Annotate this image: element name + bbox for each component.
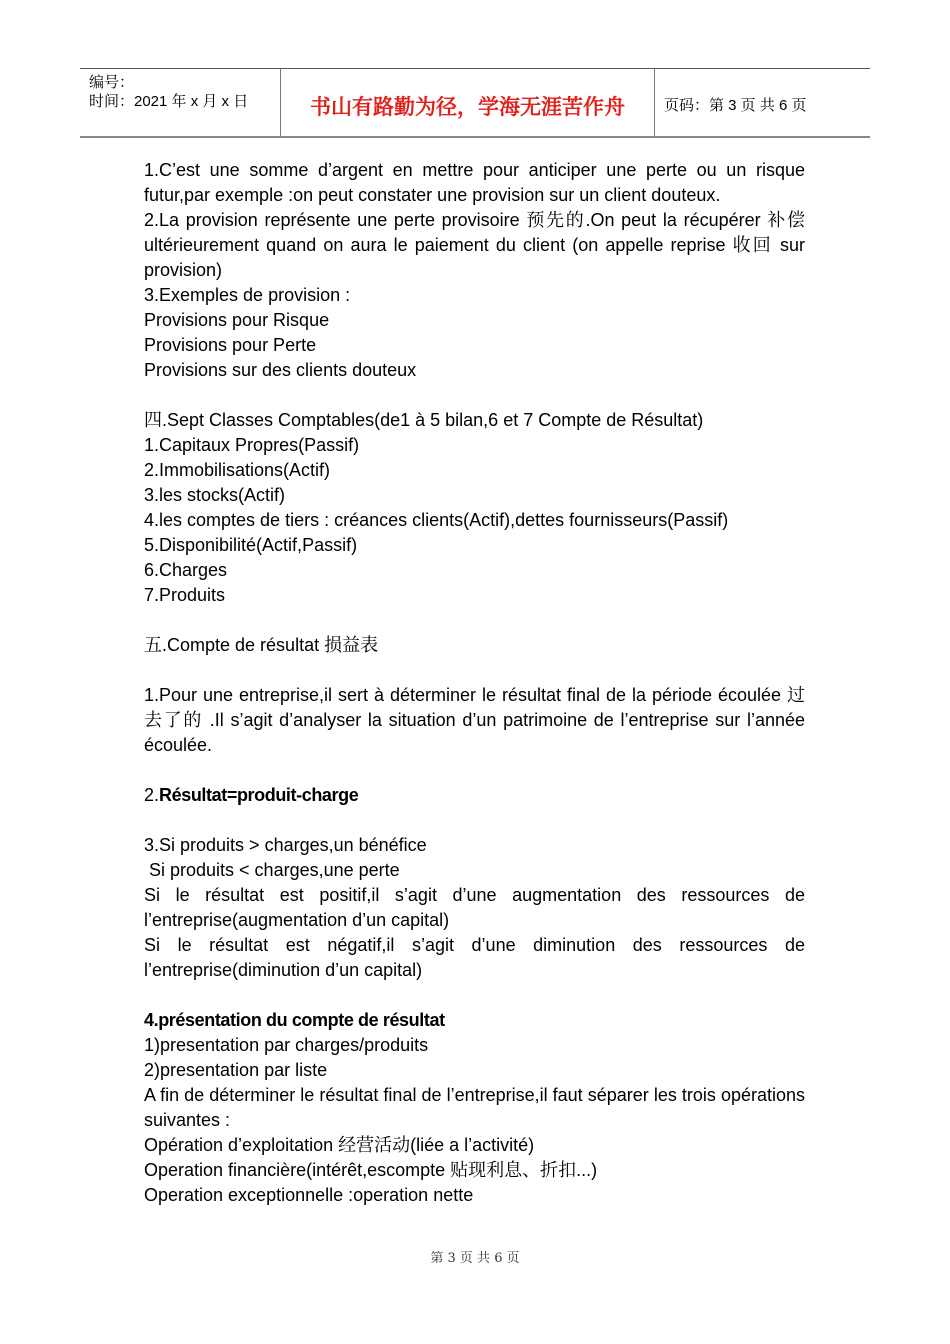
paragraph: Provisions sur des clients douteux xyxy=(144,360,417,380)
paragraph: A fin de déterminer le résultat final de l’entreprise,il faut séparer les trois opérations suivantes : xyxy=(144,1085,805,1130)
paragraph: 3.Exemples de provision : xyxy=(144,285,351,305)
section-heading: 四.Sept Classes Comptables(de1 à 5 bilan,6 et 7 Compte de Résultat) xyxy=(144,410,704,430)
paragraph: 1.Pour une entreprise,il sert à déterminer le résultat final de la période écoulée 过去了的 .Il s’agit d’analyser la situation d’un patrimoine de l’entreprise sur l’année écoulée. xyxy=(144,685,805,755)
formula-line xyxy=(144,783,805,808)
list-item: 7.Produits xyxy=(144,585,226,605)
header-page-cell xyxy=(655,69,870,136)
subsection-heading: 4.présentation du compte de résultat xyxy=(144,1010,445,1030)
formula: Résultat=produit-charge xyxy=(159,785,359,805)
paragraph: Si le résultat est négatif,il s’agit d’une diminution des ressources de l’entreprise(diminution d’un capital) xyxy=(144,935,805,980)
paragraph: Si produits < charges,une perte xyxy=(144,860,400,880)
list-item: 2)presentation par liste xyxy=(144,1060,328,1080)
list-item: 2.Immobilisations(Actif) xyxy=(144,460,331,480)
date-label: 时间：2021 年 x 月 x 日 xyxy=(89,93,249,110)
paragraph: 1.C’est une somme d’argent en mettre pour anticiper une perte ou un risque futur,par exemple :on peut constater une provision sur un client douteux. xyxy=(144,160,805,205)
header-info-cell xyxy=(80,69,281,136)
section-heading: 五.Compte de résultat 损益表 xyxy=(144,635,379,655)
paragraph: 2.La provision représente une perte provisoire 预先的.On peut la récupérer 补偿 ultérieurement quand on aura le paiement du client (on appelle reprise 收回 sur provision) xyxy=(144,210,805,280)
document-body xyxy=(144,158,805,1208)
formula-number: 2. xyxy=(144,785,160,805)
list-item: Operation exceptionnelle :operation nette xyxy=(144,1185,474,1205)
list-item: Opération d’exploitation 经营活动(liée a l’activité) xyxy=(144,1135,535,1155)
number-label: 编号： xyxy=(89,74,135,91)
paragraph: Si le résultat est positif,il s’agit d’une augmentation des ressources de l’entreprise(augmentation d’un capital) xyxy=(144,885,805,930)
motto: 书山有路勤为径，学海无涯苦作舟 xyxy=(310,95,625,119)
list-item: 5.Disponibilité(Actif,Passif) xyxy=(144,535,358,555)
list-item: 1)presentation par charges/produits xyxy=(144,1035,429,1055)
paragraph: Provisions pour Risque xyxy=(144,310,330,330)
paragraph: Provisions pour Perte xyxy=(144,335,317,355)
header-motto-cell xyxy=(281,69,655,136)
page-footer: 第 3 页 共 6 页 xyxy=(430,1251,520,1266)
list-item: Operation financière(intérêt,escompte 贴现利息、折扣...) xyxy=(144,1160,598,1180)
list-item: 3.les stocks(Actif) xyxy=(144,485,286,505)
list-item: 1.Capitaux Propres(Passif) xyxy=(144,435,360,455)
page-info: 页码：第 3 页 共 6 页 xyxy=(664,97,807,114)
list-item: 6.Charges xyxy=(144,560,228,580)
paragraph: 3.Si produits > charges,un bénéfice xyxy=(144,835,427,855)
page-header xyxy=(80,68,870,138)
list-item: 4.les comptes de tiers : créances clients(Actif),dettes fournisseurs(Passif) xyxy=(144,510,729,530)
